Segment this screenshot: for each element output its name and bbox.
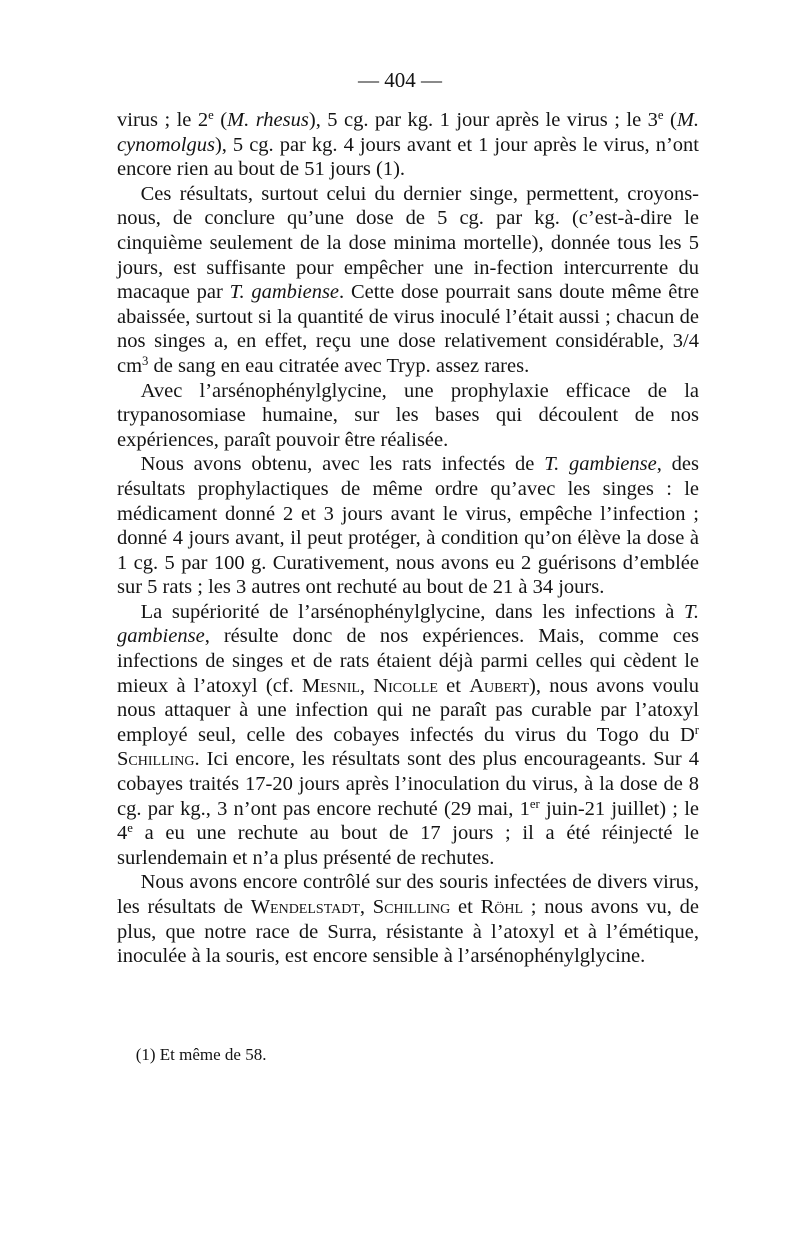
text-run: ), nous avons voulu nous attaquer à une infection qui ne paraît pas curable par l’atoxyl employé seul, celle des cobayes infectés du virus du Togo du D [117,674,700,746]
superscript: 3 [142,353,149,368]
superscript: er [529,796,540,811]
text-run: et [437,674,470,697]
text-run: Nous avons encore contrôlé sur des souris infectées de divers virus, les résultats de [117,871,699,918]
superscript: e [127,821,133,836]
paragraph-p3 [117,379,699,453]
author-name: Mesnil [302,674,360,697]
text-run: et [450,896,481,918]
page-number: — 404 — [358,68,442,92]
text-run: . Cette dose pourrait sans doute même être abaissée, surtout si la quantité de virus inoculé l’était aussi ; chacun de nos singes a, en effet, reçu une dose relativement considérable, 3/4 cm [117,281,699,377]
author-name: Schilling [117,748,195,771]
italic-text: M. rhesus [227,109,309,131]
text-run: ( [213,109,228,131]
paragraph-p1 [117,108,699,182]
text-run: Avec l’arsénophénylglycine, une prophylaxie efficace de la trypanosomiase humaine, sur les bases qui découlent de nos expériences, paraît pouvoir être réalisée. [117,379,699,451]
text-run: ), 5 cg. par kg. 1 jour après le virus ; le 3 [308,109,658,131]
author-name: Wendelstadt [250,896,360,918]
text-run: ; nous avons vu, de plus, que notre race de Surra, résistante à l’atoxyl et à l’émétique, inoculée à la souris, est encore sensible à l’arsénophénylglycine. [117,896,699,968]
superscript: e [657,108,664,123]
text-run: , des résultats prophylactiques de même ordre qu’avec les singes : le médicament donné 2 et 3 jours avant le virus, empêche l’infection ; donné 4 jours avant, il peut protéger, à condition qu’on élève la dose à 1 cg. 5 par 100 g. Curativement, nous avons eu 2 guérisons d’emblée sur 5 rats ; les 3 autres ont rechuté au bout de 21 à 34 jours. [117,453,699,599]
text-run: La supériorité de l’arsénophénylglycine, dans les infections à [140,600,684,623]
paragraph-p2 [117,182,699,379]
paragraph-p6 [117,870,699,968]
italic-text: M. cynomolgus [117,109,700,156]
text-run: Ces résultats, surtout celui du dernier singe, permettent, croyons-nous, de conclure qu’une dose de 5 cg. par kg. (c’est-à-dire le cinquième seulement de la dose minima mortelle), donnée tous les 5 jours, est suffisante pour empêcher une in-fection intercurrente du macaque par [117,182,699,304]
text-run: de sang en eau citratée avec Tryp. assez rares. [148,354,530,377]
text-run: . Ici encore, les résultats sont des plus encourageants. Sur 4 cobayes traités 17-20 jours après l’inoculation du virus, à la dose de 8 cg. par kg., 3 n’ont pas encore rechuté (29 mai, 1 [117,748,699,820]
superscript: r [694,722,699,737]
text-run: ), 5 cg. par kg. 4 jours avant et 1 jour après le virus, n’ont encore rien au bout de 51 jours (1). [117,133,699,181]
text-run: Nous avons obtenu, avec les rats infectés de [140,453,545,476]
paragraph-p4 [117,452,699,600]
body-text [117,108,699,969]
text-run: ( [663,109,677,131]
text-run: a eu une rechute au bout de 17 jours ; il a été réinjecté le surlendemain et n’a plus présenté de rechutes. [117,822,699,869]
author-name: Schilling [372,896,451,918]
superscript: e [208,108,214,123]
text-run: , [359,674,374,697]
author-name: Nicolle [373,674,438,697]
italic-text: T. gambiense [544,453,657,476]
author-name: Röhl [480,896,524,918]
italic-text: T. gambiense [229,281,340,304]
paragraph-p5 [117,600,699,871]
text-run: juin-21 juillet) ; le 4 [117,797,699,845]
text-run: , résulte donc de nos expériences. Mais, comme ces infections de singes et de rats étaient déjà parmi celles qui cèdent le mieux à l’atoxyl (cf. [117,625,699,697]
text-run: virus ; le 2 [117,109,209,131]
text-run: , [359,896,373,918]
footnote: (1) Et même de 58. [135,1045,267,1064]
author-name: Aubert [469,674,530,697]
italic-text: T. gambiense [117,600,699,648]
